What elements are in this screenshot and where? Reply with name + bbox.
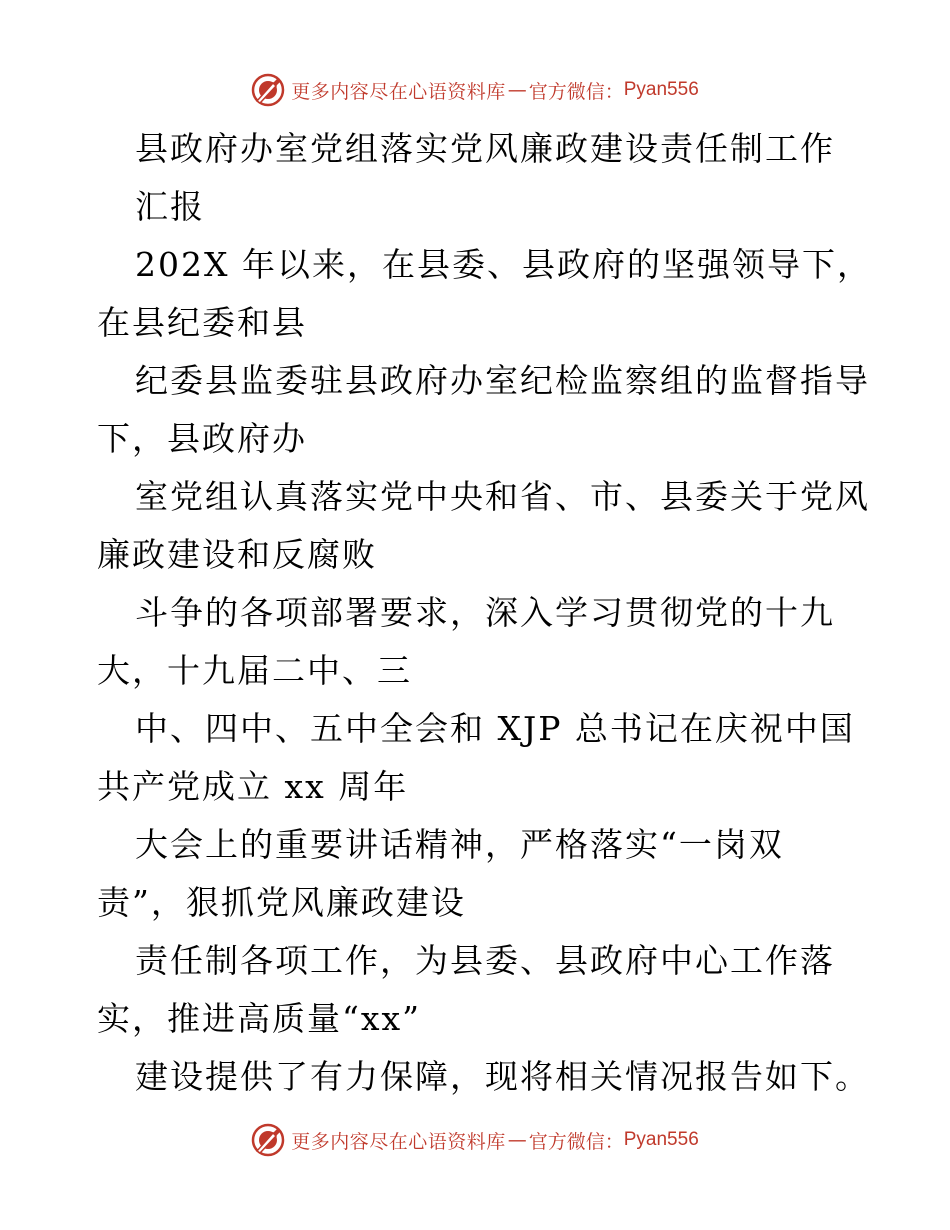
doc-line: 下，县政府办 [97, 419, 307, 458]
watermark-contact-id: Pyan556 [623, 1129, 699, 1150]
footer-watermark [0, 1120, 950, 1160]
watermark-text: 更多内容尽在心语资料库 [291, 80, 506, 103]
doc-line: 大，十九届二中、三 [97, 651, 412, 690]
doc-line: 责”，狠抓党风廉政建设 [97, 883, 466, 922]
pen-logo-icon [251, 73, 285, 107]
header-watermark [0, 70, 950, 110]
doc-line: 廉政建设和反腐败 [97, 535, 377, 574]
doc-line: 实，推进高质量“xx” [97, 999, 421, 1038]
doc-line: 中、四中、五中全会和 XJP 总书记在庆祝中国 [135, 709, 855, 748]
doc-line: 202X 年以来，在县委、县政府的坚强领导下， [135, 245, 872, 284]
document-body [97, 120, 872, 1106]
watermark-separator: — [507, 1129, 527, 1151]
watermark-contact-label: 官方微信： [528, 1130, 624, 1153]
doc-line: 纪委县监委驻县政府办室纪检监察组的监督指导 [135, 361, 870, 400]
doc-line: 大会上的重要讲话精神，严格落实“一岗双 [135, 825, 784, 864]
doc-line: 在县纪委和县 [97, 303, 307, 342]
doc-line: 责任制各项工作，为县委、县政府中心工作落 [135, 941, 835, 980]
watermark-contact-label: 官方微信： [528, 80, 624, 103]
doc-line: 共产党成立 xx 周年 [97, 767, 409, 806]
doc-line: 县政府办室党组落实党风廉政建设责任制工作 [135, 129, 835, 168]
doc-line: 建设提供了有力保障，现将相关情况报告如下。 [135, 1057, 870, 1096]
watermark-separator: — [507, 79, 527, 101]
doc-line: 汇报 [135, 187, 205, 226]
doc-line: 斗争的各项部署要求，深入学习贯彻党的十九 [135, 593, 835, 632]
doc-line: 室党组认真落实党中央和省、市、县委关于党风 [135, 477, 870, 516]
watermark-text: 更多内容尽在心语资料库 [291, 1130, 506, 1153]
watermark-contact-id: Pyan556 [623, 79, 699, 100]
pen-logo-icon [251, 1123, 285, 1157]
